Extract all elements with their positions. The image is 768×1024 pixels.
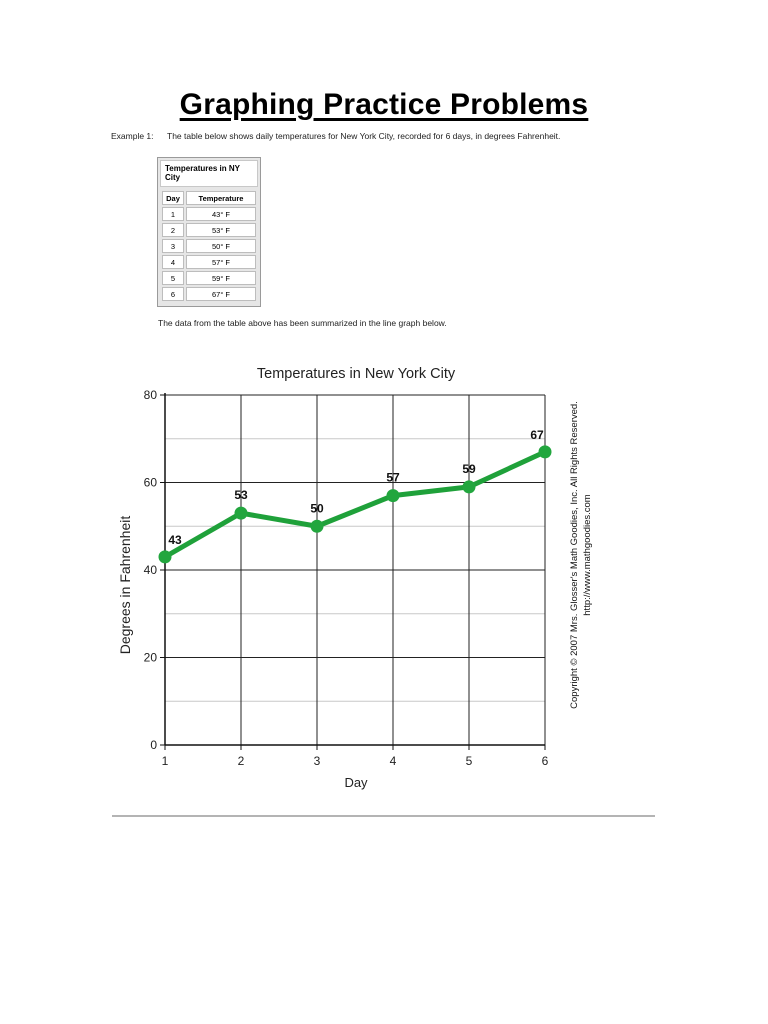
chart-title: Temperatures in New York City (256, 366, 456, 382)
cell-day: 4 (162, 255, 184, 269)
series-line (165, 452, 545, 557)
x-axis-label: Day (344, 775, 368, 790)
data-label: 57 (386, 470, 400, 485)
divider (112, 815, 655, 817)
x-tick-label: 6 (541, 754, 549, 768)
y-tick-label: 0 (150, 738, 157, 752)
header-temperature: Temperature (186, 191, 256, 205)
table-row (162, 207, 256, 221)
y-tick-label: 40 (143, 563, 157, 577)
x-tick-label: 1 (161, 754, 169, 768)
table-row (162, 223, 256, 237)
data-point (311, 520, 324, 533)
series-temperature (159, 445, 552, 563)
copyright-text: Copyright © 2007 Mrs. Glosser's Math Goodies, Inc. All Rights Reserved. (569, 401, 580, 709)
header-day: Day (162, 191, 184, 205)
table-row (162, 255, 256, 269)
data-label: 67 (530, 427, 544, 442)
cell-temperature: 53° F (186, 223, 256, 237)
data-point (463, 480, 476, 493)
x-tick-label: 5 (465, 754, 473, 768)
cell-temperature: 43° F (186, 207, 256, 221)
cell-temperature: 59° F (186, 271, 256, 285)
page-title: Graphing Practice Problems (179, 88, 589, 121)
copyright-notice (568, 375, 594, 735)
example-text: The table below shows daily temperatures for New York City, recorded for 6 days, in degrees Fahrenheit. (167, 131, 561, 141)
cell-temperature: 57° F (186, 255, 256, 269)
chart-grid (165, 395, 545, 745)
y-tick-label: 60 (143, 475, 157, 490)
summary-text: The data from the table above has been summarized in the line graph below. (158, 318, 447, 328)
cell-day: 5 (162, 271, 184, 285)
cell-day: 1 (162, 207, 184, 221)
cell-temperature: 67° F (186, 287, 256, 301)
x-tick-label: 4 (389, 754, 397, 768)
table-header-row (162, 191, 256, 205)
cell-day: 2 (162, 223, 184, 237)
chart-axes (160, 393, 545, 750)
cell-day: 6 (162, 287, 184, 301)
copyright-url: http://www.mathgoodies.com (582, 494, 593, 616)
data-point (159, 550, 172, 563)
data-labels (168, 428, 544, 547)
data-point (539, 445, 552, 458)
example-intro (111, 131, 560, 141)
temperature-table (157, 157, 261, 307)
temperature-table-grid (160, 189, 258, 303)
cell-day: 3 (162, 239, 184, 253)
data-label: 43 (168, 532, 182, 547)
cell-temperature: 50° F (186, 239, 256, 253)
table-row (162, 271, 256, 285)
data-label: 53 (234, 488, 248, 503)
tick-labels (144, 388, 549, 768)
table-caption: Temperatures in NY City (160, 160, 258, 187)
example-label: Example 1: (111, 131, 154, 141)
x-tick-label: 2 (237, 754, 245, 768)
data-point (387, 489, 400, 502)
x-tick-label: 3 (313, 754, 321, 768)
data-point (235, 507, 248, 520)
table-row (162, 239, 256, 253)
y-axis-label: Degrees in Fahrenheit (117, 515, 133, 655)
line-chart (108, 355, 568, 800)
y-tick-label: 80 (143, 388, 157, 402)
table-row (162, 287, 256, 301)
data-label: 50 (310, 501, 324, 516)
y-tick-label: 20 (143, 650, 157, 665)
data-label: 59 (462, 461, 476, 476)
